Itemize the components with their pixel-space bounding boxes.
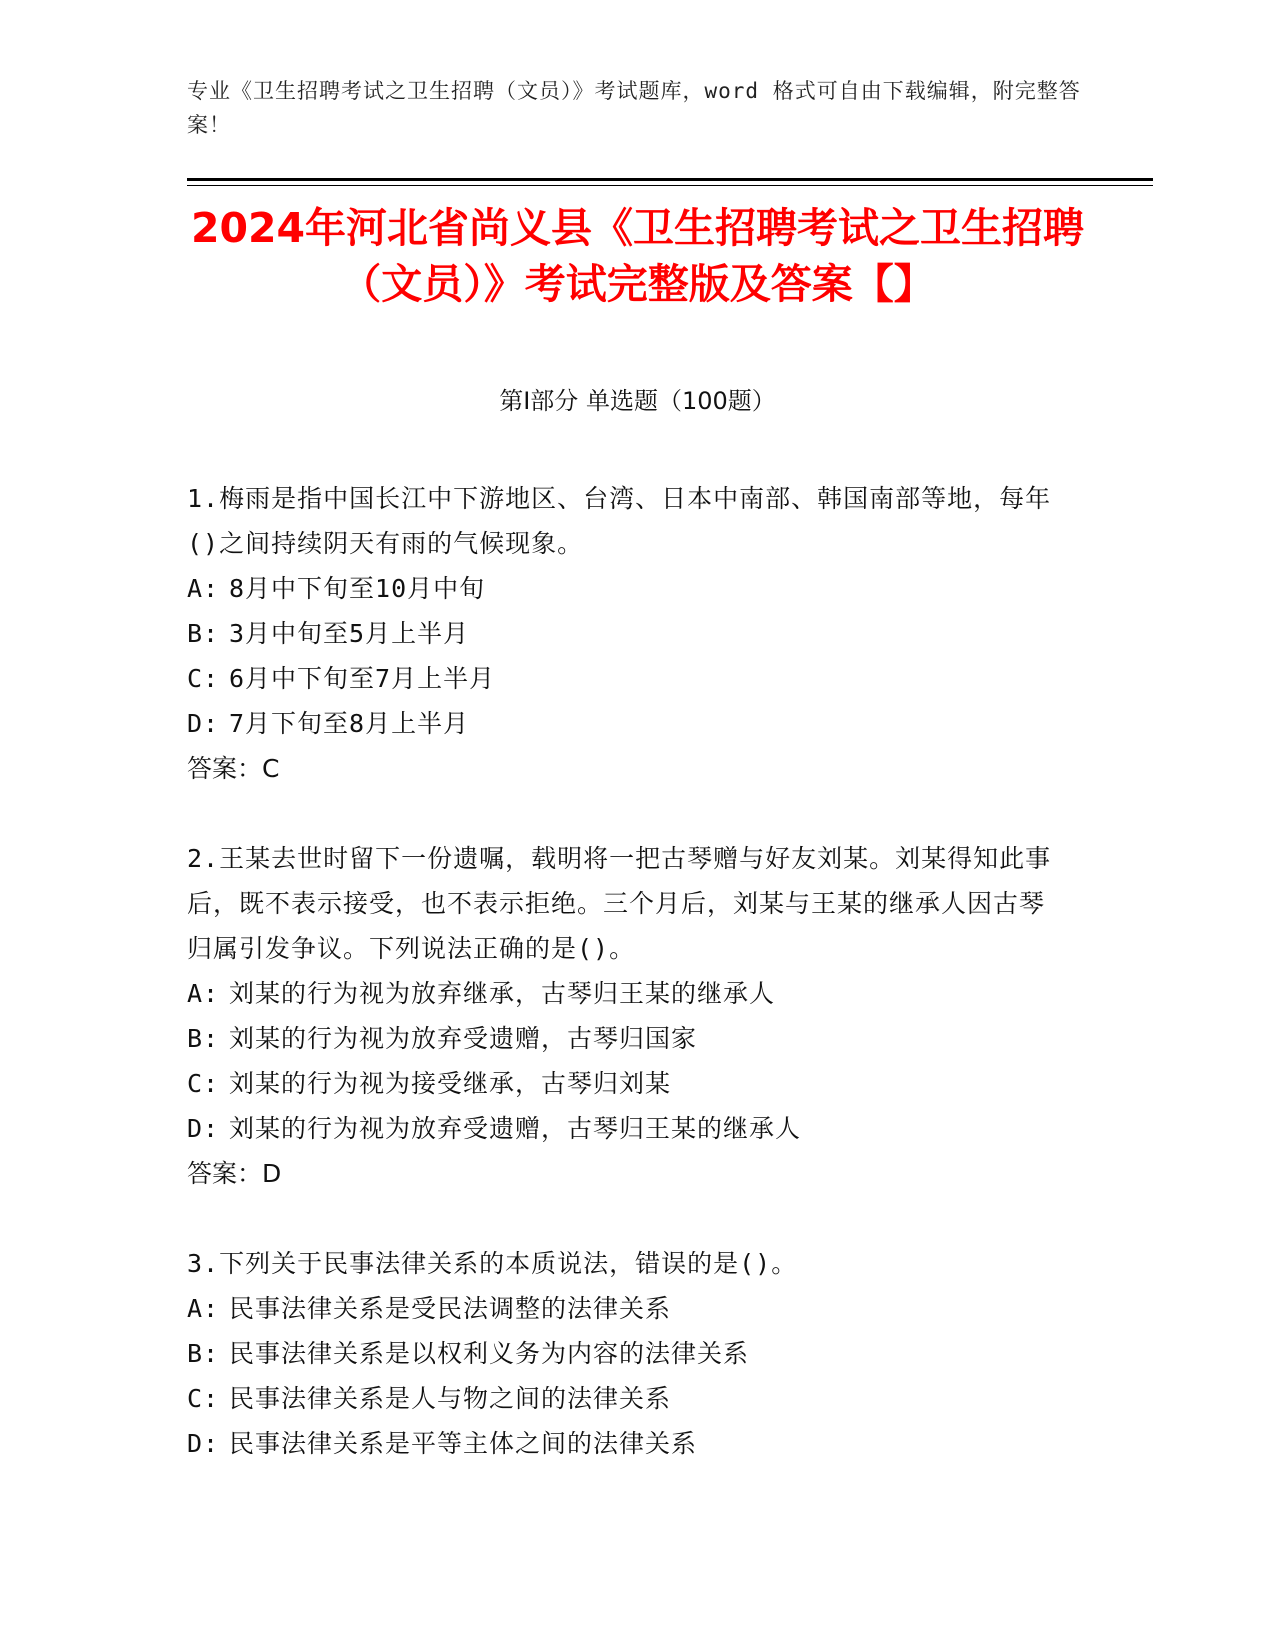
question-option bbox=[187, 1061, 1067, 1106]
question-option bbox=[187, 1286, 1067, 1331]
question-option bbox=[187, 1376, 1067, 1421]
question-item bbox=[187, 836, 1067, 1196]
option-letter: A: bbox=[187, 979, 220, 1008]
option-text: 刘某的行为视为接受继承，古琴归刘某 bbox=[229, 1069, 672, 1098]
option-text: 7月下旬至8月上半月 bbox=[229, 709, 470, 738]
question-list bbox=[187, 476, 1067, 1511]
option-text: 刘某的行为视为放弃受遗赠，古琴归王某的继承人 bbox=[229, 1114, 802, 1143]
question-option bbox=[187, 1331, 1067, 1376]
option-letter: A: bbox=[187, 574, 220, 603]
option-letter: C: bbox=[187, 1069, 220, 1098]
question-option bbox=[187, 971, 1067, 1016]
question-item bbox=[187, 1241, 1067, 1466]
option-text: 6月中下旬至7月上半月 bbox=[229, 664, 496, 693]
question-option bbox=[187, 656, 1067, 701]
option-letter: D: bbox=[187, 709, 220, 738]
header-rule-thick bbox=[187, 178, 1153, 181]
question-option bbox=[187, 1016, 1067, 1061]
question-item bbox=[187, 476, 1067, 791]
option-letter: A: bbox=[187, 1294, 220, 1323]
document-title: 2024年河北省尚义县《卫生招聘考试之卫生招聘（文员）》考试完整版及答案【】 bbox=[190, 204, 1085, 308]
question-answer: 答案：D bbox=[187, 1159, 282, 1188]
question-option bbox=[187, 1106, 1067, 1151]
option-text: 民事法律关系是平等主体之间的法律关系 bbox=[229, 1429, 698, 1458]
question-text: 2.王某去世时留下一份遗嘱，载明将一把古琴赠与好友刘某。刘某得知此事后，既不表示接受，也不表示拒绝。三个月后，刘某与王某的继承人因古琴归属引发争议。下列说法正确的是()。 bbox=[187, 844, 1052, 963]
header-rule-thin bbox=[187, 185, 1153, 186]
option-letter: B: bbox=[187, 619, 220, 648]
option-letter: D: bbox=[187, 1114, 220, 1143]
question-text: 1.梅雨是指中国长江中下游地区、台湾、日本中南部、韩国南部等地，每年()之间持续阴天有雨的气候现象。 bbox=[187, 484, 1052, 558]
option-text: 民事法律关系是受民法调整的法律关系 bbox=[229, 1294, 672, 1323]
option-text: 刘某的行为视为放弃继承，古琴归王某的继承人 bbox=[229, 979, 776, 1008]
option-letter: B: bbox=[187, 1339, 220, 1368]
option-text: 刘某的行为视为放弃受遗赠，古琴归国家 bbox=[229, 1024, 698, 1053]
option-letter: B: bbox=[187, 1024, 220, 1053]
question-option bbox=[187, 1421, 1067, 1466]
option-text: 3月中旬至5月上半月 bbox=[229, 619, 470, 648]
question-text: 3.下列关于民事法律关系的本质说法，错误的是()。 bbox=[187, 1249, 798, 1278]
option-text: 民事法律关系是人与物之间的法律关系 bbox=[229, 1384, 672, 1413]
header-note: 专业《卫生招聘考试之卫生招聘（文员）》考试题库，word 格式可自由下载编辑，附完整答案！ bbox=[187, 79, 1081, 137]
option-text: 民事法律关系是以权利义务为内容的法律关系 bbox=[229, 1339, 750, 1368]
question-option bbox=[187, 611, 1067, 656]
option-letter: D: bbox=[187, 1429, 220, 1458]
question-option bbox=[187, 701, 1067, 746]
option-text: 8月中下旬至10月中旬 bbox=[229, 574, 486, 603]
question-option bbox=[187, 566, 1067, 611]
section-heading: 第Ⅰ部分 单选题（100题） bbox=[499, 387, 776, 415]
option-letter: C: bbox=[187, 664, 220, 693]
question-answer: 答案：C bbox=[187, 754, 280, 783]
option-letter: C: bbox=[187, 1384, 220, 1413]
